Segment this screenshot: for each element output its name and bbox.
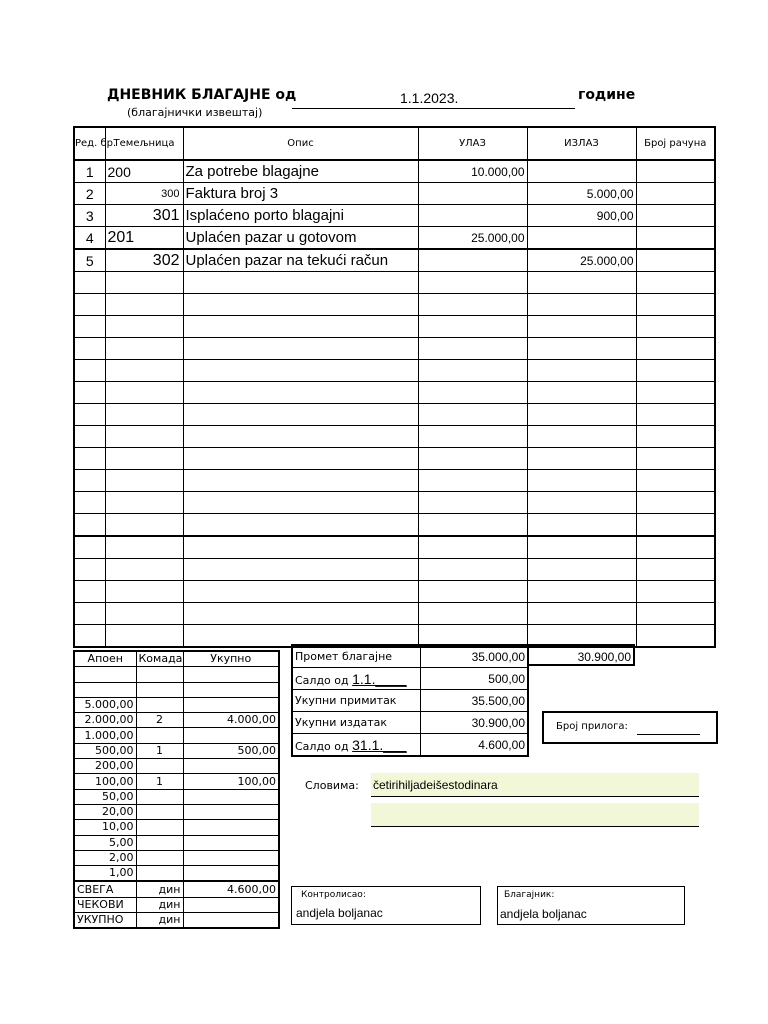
row-temeljnica[interactable]: 301 — [105, 205, 183, 227]
denom-apoen: 5,00 — [74, 835, 136, 850]
empty-row[interactable] — [74, 338, 715, 360]
words-field-1[interactable] — [371, 773, 699, 797]
row-temeljnica[interactable]: 302 — [105, 249, 183, 272]
denom-komada[interactable] — [136, 866, 183, 882]
denom-header-ukupno: Укупно — [183, 651, 279, 667]
row-temeljnica[interactable]: 200 — [105, 160, 183, 183]
row-temeljnica[interactable]: 201 — [105, 227, 183, 250]
empty-row[interactable] — [74, 272, 715, 294]
table-row — [74, 249, 715, 272]
denom-total-row — [74, 881, 279, 897]
promet-ulaz-value: 35.000,00 — [420, 645, 528, 668]
table-row — [74, 227, 715, 250]
denom-total-row — [74, 897, 279, 912]
row-izlaz[interactable] — [527, 227, 636, 250]
page-subtitle: (благајнички извештај) — [127, 106, 263, 119]
denom-header-apoen: Апоен — [74, 651, 136, 667]
empty-row[interactable] — [74, 536, 715, 559]
journal-table — [73, 126, 716, 648]
izdatak-label: Укупни издатак — [292, 712, 420, 734]
empty-row[interactable] — [74, 559, 715, 581]
row-racun[interactable] — [636, 249, 715, 272]
row-opis[interactable]: Uplaćen pazar u gotovom — [183, 227, 418, 250]
denom-komada[interactable]: 2 — [136, 713, 183, 728]
summary-table — [291, 644, 529, 757]
denom-komada[interactable] — [136, 850, 183, 865]
total-unit: дин — [136, 913, 183, 929]
row-opis[interactable]: Za potrebe blagajne — [183, 160, 418, 183]
denom-komada[interactable] — [136, 820, 183, 835]
col-header-ulaz: УЛАЗ — [418, 127, 527, 160]
empty-row[interactable] — [74, 514, 715, 537]
empty-row[interactable] — [74, 404, 715, 426]
empty-row[interactable] — [74, 492, 715, 514]
total-unit: дин — [136, 897, 183, 912]
row-number[interactable]: 2 — [74, 183, 105, 205]
denom-row — [74, 804, 279, 819]
words-field-2[interactable] — [371, 803, 699, 827]
denom-komada[interactable] — [136, 835, 183, 850]
denom-header-komada: Комада — [136, 651, 183, 667]
attachments-label: Број прилога: — [556, 721, 628, 732]
denom-apoen: 500,00 — [74, 743, 136, 758]
denom-row — [74, 682, 279, 697]
denom-ukupno — [183, 667, 279, 682]
saldo-do-date[interactable]: 31.1.___ — [352, 736, 407, 753]
denom-row — [74, 835, 279, 850]
attachments-field[interactable] — [637, 734, 700, 735]
empty-row[interactable] — [74, 426, 715, 448]
empty-row[interactable] — [74, 382, 715, 404]
row-opis[interactable]: Isplaćeno porto blagajni — [183, 205, 418, 227]
denom-ukupno — [183, 850, 279, 865]
col-header-opis: Опис — [183, 127, 418, 160]
saldo-do-cell — [292, 734, 420, 757]
year-word: године — [578, 87, 636, 103]
denom-row — [74, 728, 279, 743]
denom-ukupno — [183, 804, 279, 819]
row-izlaz[interactable]: 900,00 — [527, 205, 636, 227]
denom-total-row — [74, 913, 279, 929]
denom-apoen: 1.000,00 — [74, 728, 136, 743]
col-header-ordinal: Ред. бр. — [74, 127, 105, 160]
denom-apoen: 20,00 — [74, 804, 136, 819]
promet-izlaz-value: 30.900,00 — [529, 644, 635, 666]
empty-row[interactable] — [74, 470, 715, 492]
denom-komada[interactable] — [136, 682, 183, 697]
saldo-od-date[interactable]: 1.1.____ — [352, 670, 407, 687]
row-number[interactable]: 5 — [74, 249, 105, 272]
row-number[interactable]: 1 — [74, 160, 105, 183]
denom-apoen: 5.000,00 — [74, 697, 136, 712]
controller-signature-box — [291, 886, 481, 925]
denom-apoen: 2,00 — [74, 850, 136, 865]
row-izlaz[interactable]: 5.000,00 — [527, 183, 636, 205]
denom-row — [74, 820, 279, 835]
total-label: СВЕГА — [74, 881, 136, 897]
denom-row — [74, 774, 279, 789]
empty-row[interactable] — [74, 294, 715, 316]
denom-ukupno — [183, 789, 279, 804]
row-racun[interactable] — [636, 205, 715, 227]
total-value: 4.600,00 — [183, 881, 279, 897]
saldo-do-value: 4.600,00 — [420, 734, 528, 757]
denom-apoen: 100,00 — [74, 774, 136, 789]
denom-komada[interactable] — [136, 789, 183, 804]
row-ulaz[interactable]: 25.000,00 — [418, 227, 527, 250]
denom-apoen: 200,00 — [74, 759, 136, 774]
denom-ukupno: 4.000,00 — [183, 713, 279, 728]
total-label: УКУПНО — [74, 913, 136, 929]
denom-row — [74, 789, 279, 804]
denom-komada[interactable] — [136, 759, 183, 774]
table-row — [74, 160, 715, 183]
primitak-label: Укупни примитак — [292, 690, 420, 712]
row-ulaz[interactable] — [418, 249, 527, 272]
saldo-od-label: Салдо од — [295, 673, 349, 687]
empty-row[interactable] — [74, 448, 715, 470]
denom-ukupno — [183, 728, 279, 743]
row-izlaz[interactable] — [527, 160, 636, 183]
journal-date[interactable]: 1.1.2023. — [400, 90, 459, 106]
cashier-name[interactable]: andjela boljanac — [500, 907, 587, 921]
denom-apoen: 50,00 — [74, 789, 136, 804]
saldo-do-label: Салдо од — [295, 739, 349, 753]
row-racun[interactable] — [636, 227, 715, 250]
empty-row[interactable] — [74, 316, 715, 338]
row-ulaz[interactable]: 10.000,00 — [418, 160, 527, 183]
row-ulaz[interactable] — [418, 183, 527, 205]
empty-row[interactable] — [74, 581, 715, 603]
controller-name[interactable]: andjela boljanac — [296, 906, 383, 920]
table-row — [74, 183, 715, 205]
col-header-izlaz: ИЗЛАЗ — [527, 127, 636, 160]
primitak-value: 35.500,00 — [420, 690, 528, 712]
words-value: četirihiljadeišestodinara — [373, 778, 498, 792]
promet-label: Промет благајне — [292, 645, 420, 668]
denom-row — [74, 850, 279, 865]
row-temeljnica[interactable]: 300 — [105, 183, 183, 205]
denom-komada[interactable]: 1 — [136, 743, 183, 758]
denom-apoen: 1,00 — [74, 866, 136, 882]
izdatak-value: 30.900,00 — [420, 712, 528, 734]
total-value[interactable] — [183, 897, 279, 912]
denom-ukupno — [183, 759, 279, 774]
table-row — [74, 205, 715, 227]
col-header-racun: Број рачуна — [636, 127, 715, 160]
date-underline — [292, 108, 575, 109]
saldo-od-value: 500,00 — [420, 668, 528, 690]
row-number[interactable]: 3 — [74, 205, 105, 227]
denom-row — [74, 713, 279, 728]
denom-komada[interactable] — [136, 804, 183, 819]
denom-ukupno — [183, 820, 279, 835]
row-racun[interactable] — [636, 160, 715, 183]
empty-row[interactable] — [74, 603, 715, 625]
denom-apoen: 10,00 — [74, 820, 136, 835]
total-value — [183, 913, 279, 929]
denom-komada[interactable]: 1 — [136, 774, 183, 789]
denom-row — [74, 667, 279, 682]
cashier-label: Благајник: — [504, 890, 555, 900]
saldo-od-cell — [292, 668, 420, 690]
total-unit: дин — [136, 881, 183, 897]
col-header-temeljnica: Темељница — [105, 127, 183, 160]
denom-ukupno — [183, 835, 279, 850]
page-title: ДНЕВНИК БЛАГАЈНЕ од — [107, 87, 297, 103]
denom-ukupno — [183, 697, 279, 712]
controller-label: Контролисао: — [301, 890, 366, 900]
denom-apoen — [74, 682, 136, 697]
row-izlaz[interactable]: 25.000,00 — [527, 249, 636, 272]
row-opis[interactable]: Faktura broj 3 — [183, 183, 418, 205]
denom-ukupno — [183, 866, 279, 882]
row-number[interactable]: 4 — [74, 227, 105, 250]
denom-ukupno: 100,00 — [183, 774, 279, 789]
denom-komada[interactable] — [136, 697, 183, 712]
denomination-table — [73, 650, 280, 929]
denom-ukupno: 500,00 — [183, 743, 279, 758]
denom-row — [74, 866, 279, 882]
row-racun[interactable] — [636, 183, 715, 205]
empty-row[interactable] — [74, 360, 715, 382]
denom-komada[interactable] — [136, 667, 183, 682]
denom-apoen — [74, 667, 136, 682]
cashier-signature-box — [497, 886, 685, 925]
words-label: Словима: — [305, 779, 359, 792]
denom-row — [74, 743, 279, 758]
denom-apoen: 2.000,00 — [74, 713, 136, 728]
denom-komada[interactable] — [136, 728, 183, 743]
denom-ukupno — [183, 682, 279, 697]
total-label: ЧЕКОВИ — [74, 897, 136, 912]
row-ulaz[interactable] — [418, 205, 527, 227]
denom-row — [74, 759, 279, 774]
denom-row — [74, 697, 279, 712]
row-opis[interactable]: Uplaćen pazar na tekući račun — [183, 249, 418, 272]
